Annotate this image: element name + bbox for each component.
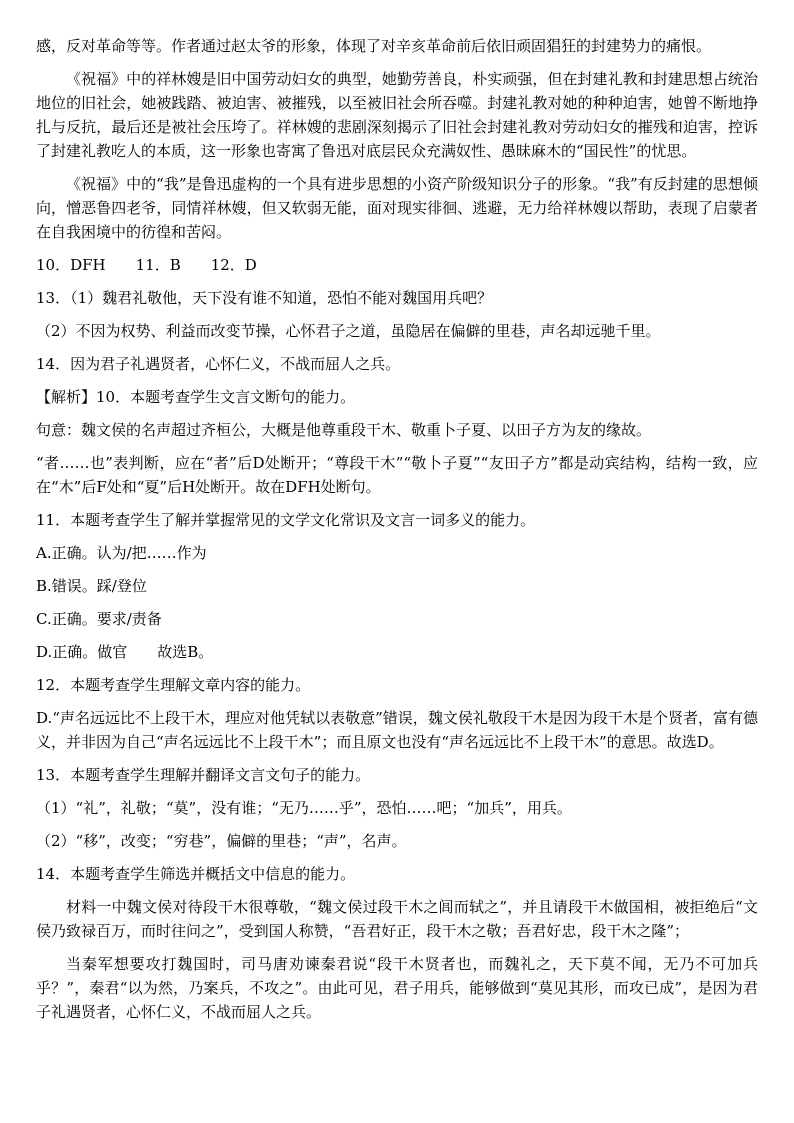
paragraph-xianglin-sao-analysis: 《祝福》中的祥林嫂是旧中国劳动妇女的典型，她勤劳善良，朴实顽强，但在封建礼教和封建思想占统治地位的旧社会，她被践踏、被迫害、被摧残，以至被旧社会所吞噬。封建礼教对她的种种迫害，她曾不断地挣扎与反抗，最后还是被社会压垮了。祥林嫂的悲剧深刻揭示了旧社会封建礼教对劳动妇女的摧残和迫害，控诉了封建礼教吃人的本质，这一形象也寄寓了鲁迅对底层民众充满奴性、愚昧麻木的“国民性”的忧思。: [36, 70, 758, 160]
analysis-13-part-1: （1）“礼”，礼敬；“莫”，没有谁；“无乃……乎”，恐怕……吧；“加兵”，用兵。: [36, 799, 572, 817]
analysis-14-heading: 14．本题考查学生筛选并概括文中信息的能力。: [36, 865, 356, 883]
analysis-10-explanation: “者……也”表判断，应在“者”后D处断开；“尊段干木”“敬卜子夏”“友田子方”都是动宾结构，结构一致，应在“木”后F处和“夏”后H处断开。故在DFH处断句。: [36, 454, 758, 496]
analysis-14-conclusion: 当秦军想要攻打魏国时，司马唐劝谏秦君说“段干木贤者也，而魏礼之，天下莫不闻，无乃不可加兵乎？”，秦君“以为然，乃案兵，不攻之”。由此可见，君子用兵，能够做到“莫见其形，而攻已成”，是因为君子礼遇贤者，心怀仁义，不战而屈人之兵。: [36, 955, 758, 1021]
answer-document: [36, 34, 758, 1033]
analysis-14-material-one: 材料一中魏文侯对待段干木很尊敬，“魏文侯过段干木之闾而轼之”，并且请段干木做国相，被拒绝后“文侯乃致禄百万，而时往问之”，受到国人称赞，“吾君好正，段干木之敬；吾君好忠，段干木之隆”；: [36, 898, 758, 940]
paragraph-zhao-taiye-summary: 感，反对革命等等。作者通过赵太爷的形象，体现了对辛亥革命前后依旧顽固猖狂的封建势力的痛恨。: [36, 37, 712, 55]
analysis-11-option-c: C.正确。要求/责备: [36, 610, 162, 628]
analysis-11-option-d: D.正确。做官 故选B。: [36, 643, 214, 661]
analysis-10-heading: 【解析】10．本题考查学生文言文断句的能力。: [36, 388, 356, 406]
analysis-13-part-2: （2）“移”，改变；“穷巷”，偏僻的里巷；“声”，名声。: [36, 832, 407, 850]
analysis-13-heading: 13．本题考查学生理解并翻译文言文句子的能力。: [36, 766, 371, 784]
answer-13-part-1: 13．（1）魏君礼敬他，天下没有谁不知道，恐怕不能对魏国用兵吧？: [36, 289, 493, 307]
analysis-12-heading: 12．本题考查学生理解文章内容的能力。: [36, 676, 311, 694]
answer-13-part-2: （2）不因为权势、利益而改变节操，心怀君子之道，虽隐居在偏僻的里巷，声名却远驰千里。: [36, 322, 661, 340]
analysis-11-option-a: A.正确。认为/把……作为: [36, 544, 207, 562]
analysis-11-option-b: B.错误。踩/登位: [36, 577, 147, 595]
answer-14: 14．因为君子礼遇贤者，心怀仁义，不战而屈人之兵。: [36, 355, 401, 373]
paragraph-narrator-analysis: 《祝福》中的“我”是鲁迅虚构的一个具有进步思想的小资产阶级知识分子的形象。“我”有反封建的思想倾向，憎恶鲁四老爷，同情祥林嫂，但又软弱无能，面对现实徘徊、逃避，无力给祥林嫂以帮助，表现了启蒙者在自我困境中的彷徨和苦闷。: [36, 175, 758, 241]
analysis-10-sentence-meaning: 句意：魏文侯的名声超过齐桓公，大概是他尊重段干木、敬重卜子夏、以田子方为友的缘故。: [36, 421, 652, 439]
answers-10-12: 10．DFH 11．B 12．D: [36, 256, 257, 274]
analysis-12-explanation: D.“声名远远比不上段干木，理应对他凭轼以表敬意”错误，魏文侯礼敬段干木是因为段干木是个贤者，富有德义，并非因为自己“声名远远比不上段干木”；而且原文也没有“声名远远比不上段干木”的意思。故选D。: [36, 709, 758, 751]
analysis-11-heading: 11．本题考查学生了解并掌握常见的文学文化常识及文言一词多义的能力。: [36, 511, 536, 529]
